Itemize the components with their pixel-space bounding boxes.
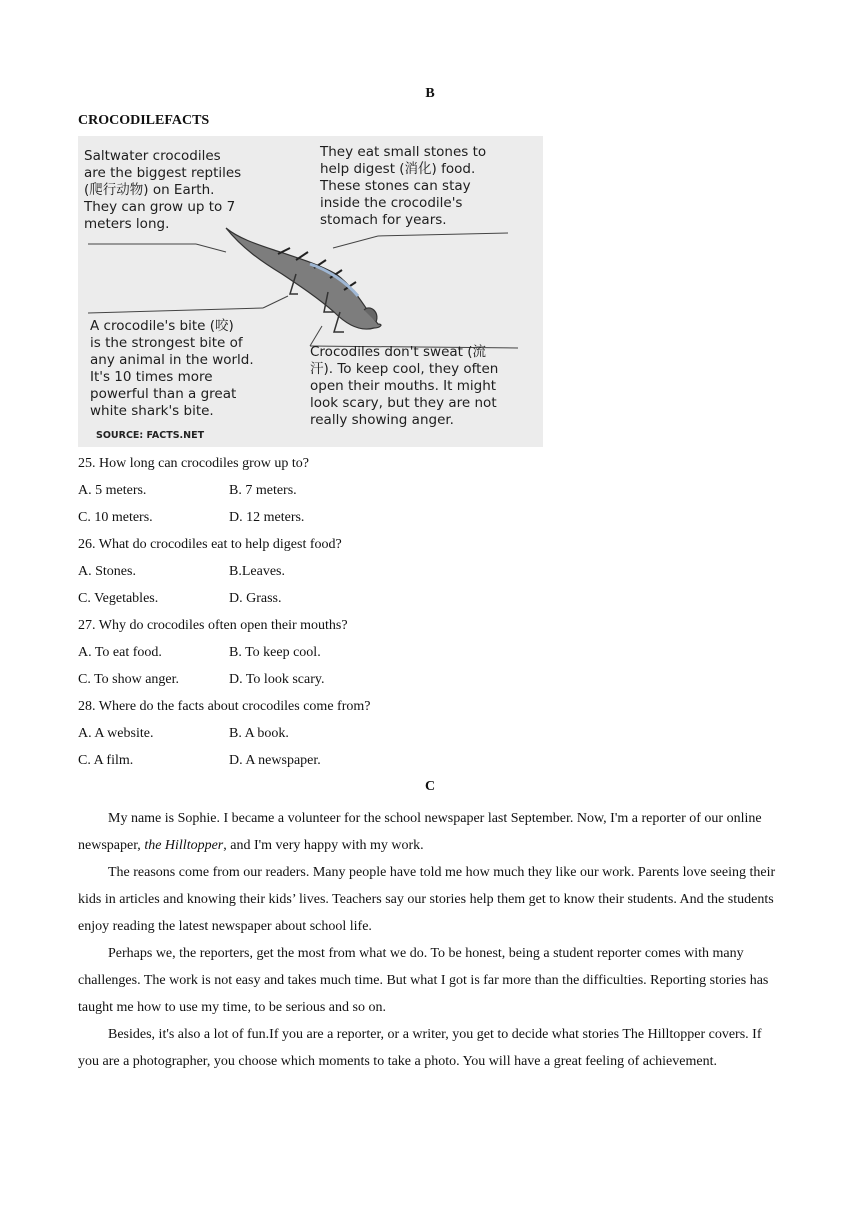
option: D. Grass. bbox=[229, 591, 282, 606]
option-row bbox=[78, 509, 778, 536]
option: C. A film. bbox=[78, 753, 134, 768]
fact-line: 汗). To keep cool, they often bbox=[310, 361, 499, 377]
paragraph: The reasons come from our readers. Many people have told me how much they like our work. Parents love seeing their kids in articles and knowing their kids’ lives. Teachers say our stories help them get to know their students. And the students enjoy reading the latest newspaper about school life. bbox=[78, 865, 776, 934]
option: B. To keep cool. bbox=[229, 645, 321, 660]
fact-line: A crocodile's bite (咬) bbox=[90, 318, 234, 334]
option-row bbox=[78, 482, 778, 509]
fact-line: Saltwater crocodiles bbox=[84, 148, 221, 164]
option: D. To look scary. bbox=[229, 672, 325, 687]
option: D. 12 meters. bbox=[229, 510, 305, 525]
option: C. Vegetables. bbox=[78, 591, 159, 606]
question: 28. Where do the facts about crocodiles come from? bbox=[78, 699, 371, 714]
question-list bbox=[78, 455, 778, 779]
option: B. 7 meters. bbox=[229, 483, 297, 498]
fact-line: inside the crocodile's bbox=[320, 195, 463, 211]
reading-passage bbox=[78, 805, 778, 1075]
paragraph: Perhaps we, the reporters, get the most from what we do. To be honest, being a student reporter comes with many challenges. The work is not easy and takes much time. But what I got is far more than the difficulties. Reporting stories has taught me how to use my time, to be serious and so on. bbox=[78, 946, 769, 1015]
option-row bbox=[78, 725, 778, 752]
option: B.Leaves. bbox=[229, 564, 285, 579]
fact-line: is the strongest bite of bbox=[90, 335, 243, 351]
paragraph: Besides, it's also a lot of fun.If you are a reporter, or a writer, you get to decide what stories The Hilltopper covers. If you are a photographer, you choose which moments to take a photo. You will have a great feeling of achievement. bbox=[78, 1027, 762, 1069]
fact-line: really showing anger. bbox=[310, 412, 454, 428]
newspaper-name: the Hilltopper bbox=[144, 838, 224, 853]
fact-bite bbox=[90, 318, 254, 420]
option: D. A newspaper. bbox=[229, 753, 321, 768]
fact-line: open their mouths. It might bbox=[310, 378, 497, 394]
figure-source: SOURCE: FACTS.NET bbox=[96, 430, 205, 441]
paragraph-text: , and I'm very happy with my work. bbox=[223, 838, 424, 853]
option-row bbox=[78, 671, 778, 698]
fact-line: any animal in the world. bbox=[90, 352, 254, 368]
fact-line: powerful than a great bbox=[90, 386, 237, 402]
question: 27. Why do crocodiles often open their mouths? bbox=[78, 618, 348, 633]
section-b-label: B bbox=[425, 86, 435, 101]
question: 25. How long can crocodiles grow up to? bbox=[78, 456, 309, 471]
paragraph-text: My name is Sophie. I became a volunteer for the school newspaper last September. Now, I'm a reporter of our online newspaper, bbox=[78, 811, 762, 853]
option-row bbox=[78, 563, 778, 590]
section-b-title: CROCODILEFACTS bbox=[78, 113, 210, 128]
fact-line: look scary, but they are not bbox=[310, 395, 497, 411]
fact-line: meters long. bbox=[84, 216, 170, 232]
question: 26. What do crocodiles eat to help digest food? bbox=[78, 537, 342, 552]
option: B. A book. bbox=[229, 726, 289, 741]
option: A. 5 meters. bbox=[78, 483, 147, 498]
option: C. To show anger. bbox=[78, 672, 180, 687]
fact-sweat bbox=[310, 344, 498, 429]
fact-line: These stones can stay bbox=[320, 178, 471, 194]
fact-line: are the biggest reptiles bbox=[84, 165, 242, 181]
fact-line: It's 10 times more bbox=[90, 369, 213, 385]
fact-line: Crocodiles don't sweat (流 bbox=[310, 344, 487, 360]
option: A. To eat food. bbox=[78, 645, 162, 660]
fact-line: stomach for years. bbox=[320, 212, 447, 228]
option: A. A website. bbox=[78, 726, 154, 741]
section-c-label: C bbox=[424, 779, 436, 794]
option-row bbox=[78, 752, 778, 779]
fact-line: (爬行动物) on Earth. bbox=[84, 182, 215, 198]
option-row bbox=[78, 644, 778, 671]
option-row bbox=[78, 590, 778, 617]
fact-line: They can grow up to 7 bbox=[84, 199, 236, 215]
paragraph bbox=[78, 805, 778, 859]
fact-line: white shark's bite. bbox=[90, 403, 214, 419]
fact-line: help digest (消化) food. bbox=[320, 161, 476, 177]
crocodile-facts-figure bbox=[78, 136, 543, 447]
option: A. Stones. bbox=[78, 564, 136, 579]
option: C. 10 meters. bbox=[78, 510, 153, 525]
fact-line: They eat small stones to bbox=[320, 144, 487, 160]
